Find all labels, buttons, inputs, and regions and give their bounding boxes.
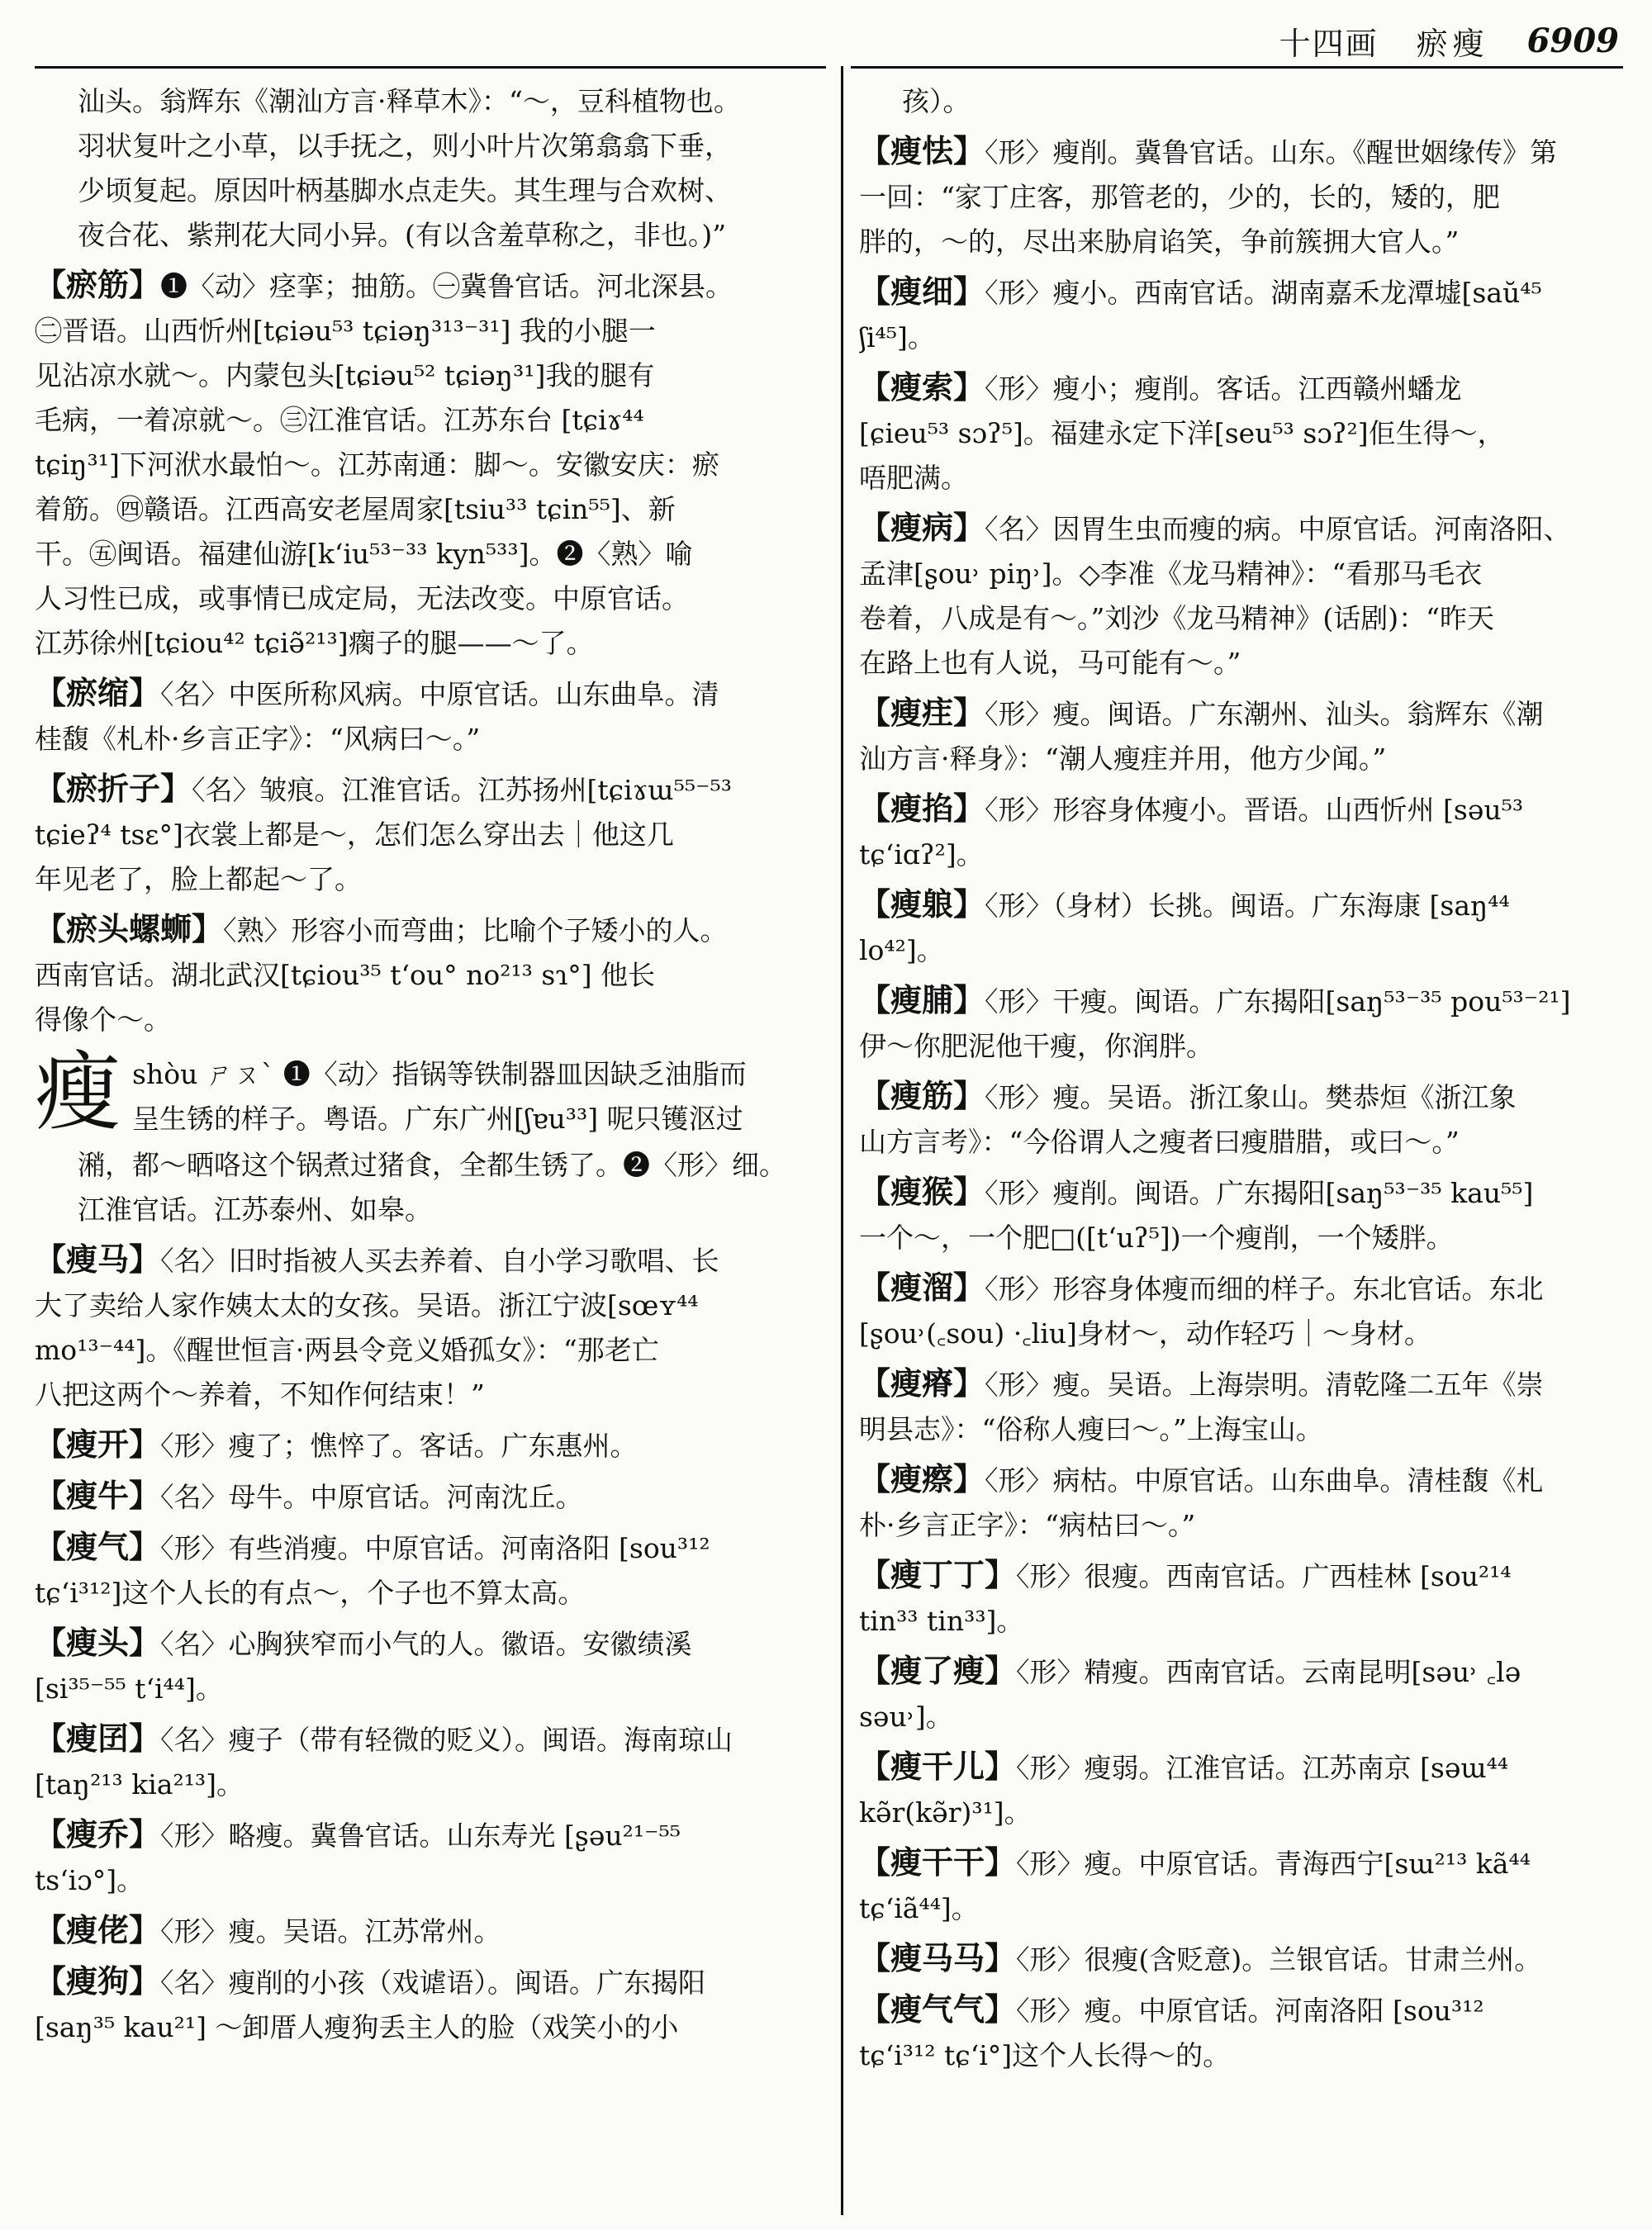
entry-text: 〈形〉有些消瘦。中原官话。河南洛阳 [sou³¹² (160, 1532, 710, 1564)
entry-text: səu˒]。 (859, 1701, 953, 1733)
entry-text: 江苏徐州[tɕiou⁴² tɕiə̃²¹³]瘸子的腿——～了。 (35, 627, 594, 659)
entry-text: tɕʻiɑʔ²]。 (859, 838, 984, 871)
entry-text: [ɕieu⁵³ sɔʔ⁵]。福建永定下洋[seu⁵³ sɔʔ²]佢生得～， (859, 417, 1505, 449)
entry-headword: 【瘦头】 (35, 1624, 161, 1661)
entry-text: 得像个～。 (35, 1004, 171, 1036)
entry-text: 〈形〉病枯。中原官话。山东曲阜。清桂馥《札 (985, 1464, 1544, 1497)
entry-headword: 【瘦索】 (859, 368, 985, 406)
entry-text: 〈形〉精瘦。西南官话。云南昆明[səu˒ ꜀lə (1016, 1656, 1521, 1688)
entry-headword: 【瘦猴】 (859, 1173, 985, 1210)
entry-text: 汕方言·释身》：“潮人瘦疰并用，他方少闻。” (859, 743, 1387, 775)
entry-headword: 【瘦病】 (859, 509, 985, 546)
dictionary-entry (859, 1074, 1623, 1165)
entry-headword: 【瘦干儿】 (859, 1748, 1017, 1785)
entry-text: tɕiŋ³¹]下河洑水最怕～。江苏南通：脚～。安徽安庆：瘀 (35, 448, 719, 481)
entry-text: tɕieʔ⁴ tsɛ°]衣裳上都是～，怎们怎么穿出去｜他这几 (35, 818, 674, 851)
entry-text: 〈形〉略瘦。冀鲁官话。山东寿光 [ʂəu²¹⁻⁵⁵ (160, 1820, 681, 1852)
entry-headword: 【瘦气】 (35, 1528, 161, 1565)
entry-text: tsʻiɔ°]。 (35, 1864, 145, 1896)
entry-headword: 【瘦瘠】 (859, 1364, 985, 1402)
entry-headword: 【瘦佬】 (35, 1911, 161, 1948)
entry-text: 唔肥满。 (859, 462, 968, 494)
entry-text: 〈形〉瘦。闽语。广东潮州、汕头。翁辉东《潮 (985, 698, 1544, 730)
dictionary-entry (859, 1936, 1623, 1982)
entry-text: ʃi⁴⁵]。 (859, 321, 935, 353)
dictionary-entry (859, 1457, 1623, 1548)
main-character-definition (132, 1047, 826, 1141)
entry-text: mo¹³⁻⁴⁴]。《醒世恒言·两县令竞义婚孤女》：“那老亡 (35, 1334, 659, 1366)
entry-headword: 【瘦瘵】 (859, 1460, 985, 1497)
continued-text (35, 79, 826, 258)
entry-headword: 【瘦疰】 (859, 694, 985, 731)
entry-headword: 【瘦溜】 (859, 1269, 985, 1306)
entry-text: 胖的，～的，尽出来胁肩谄笑，争前簇拥大官人。” (859, 225, 1460, 258)
entry-text: 〈名〉心胸狭窄而小气的人。徽语。安徽绩溪 (160, 1628, 692, 1660)
entry-text: shòu ㄕㄡˋ ❶〈动〉指锅等铁制器皿因缺乏油脂而 (132, 1058, 747, 1090)
entry-text: 桂馥《札朴·乡言正字》：“风病曰～。” (35, 723, 481, 755)
entry-text: [ʂou˒(꜀sou) ·꜀liu]身材～，动作轻巧｜～身材。 (859, 1317, 1431, 1350)
dictionary-entry (859, 1265, 1623, 1356)
dictionary-entry (859, 978, 1623, 1069)
text-line: 羽状复叶之小草，以手抚之，则小叶片次第翕翕下垂， (78, 130, 732, 162)
entry-text: 明县志》：“俗称人瘦曰～。”上海宝山。 (859, 1413, 1323, 1445)
entry-text: [taŋ²¹³ kia²¹³]。 (35, 1768, 244, 1801)
entry-text: 〈形〉形容身体瘦小。晋语。山西忻州 [səu⁵³ (985, 794, 1524, 826)
dictionary-entry (859, 1987, 1623, 2078)
entry-headword: 【瘦脯】 (859, 981, 985, 1018)
dictionary-entry (859, 1649, 1623, 1739)
column-divider (841, 66, 843, 2215)
entry-text: 〈形〉很瘦(含贬意)。兰银官话。甘肃兰州。 (1016, 1943, 1542, 1976)
entry-text: 〈名〉母牛。中原官话。河南沈丘。 (160, 1481, 583, 1513)
entry-text: 干。㊄闽语。福建仙游[kʻiu⁵³⁻³³ kyn⁵³³]。❷〈熟〉喻 (35, 538, 693, 570)
entry-text: 大了卖给人家作姨太太的女孩。吴语。浙江宁波[sœʏ⁴⁴ (35, 1289, 699, 1321)
left-header-rule (35, 66, 826, 69)
entry-text: tɕʻiã⁴⁴]。 (859, 1892, 979, 1924)
entry-text: 〈名〉因胃生虫而瘦的病。中原官话。河南洛阳、 (985, 513, 1571, 545)
dictionary-entry (859, 505, 1623, 686)
entry-text: 〈名〉瘦削的小孩（戏谑语）。闽语。广东揭阳 (160, 1967, 706, 1999)
entry-text: 〈名〉瘦子（带有轻微的贬义）。闽语。海南琼山 (160, 1724, 733, 1756)
entry-text: 〈形〉（身材）长挑。闽语。广东海康 [saŋ⁴⁴ (985, 890, 1510, 922)
dictionary-entry (859, 1744, 1623, 1835)
entry-text: 年见老了，脸上都起～了。 (35, 863, 362, 895)
entry-text: 江淮官话。江苏泰州、如皋。 (78, 1193, 432, 1226)
entry-headword: 【瘦怯】 (859, 132, 985, 169)
entry-text: 〈形〉瘦弱。江淮官话。江苏南京 [səɯ⁴⁴ (1016, 1752, 1509, 1784)
text-line: 汕头。翁辉东《潮汕方言·释草木》：“～，豆科植物也。 (78, 85, 741, 117)
dictionary-entry (35, 1422, 826, 1468)
entry-text: 孟津[ʂou˒ piŋ˒]。◇李准《龙马精神》：“看那马毛衣 (859, 558, 1483, 590)
dictionary-entry (859, 1170, 1623, 1260)
entry-text: 见沾凉水就～。内蒙包头[tɕiəu⁵² tɕiəŋ³¹]我的腿有 (35, 359, 655, 391)
text-line: 少顷复起。原因叶柄基脚水点走失。其生理与合欢树、 (78, 174, 732, 206)
dictionary-entry (35, 1908, 826, 1954)
entry-headword: 【瘦了瘦】 (859, 1652, 1017, 1689)
dictionary-entry (35, 1473, 826, 1520)
entry-text: [si³⁵⁻⁵⁵ tʻi⁴⁴]。 (35, 1672, 223, 1705)
entry-text: 〈熟〉形容小而弯曲；比喻个子矮小的人。 (223, 914, 728, 947)
entry-headword: 【瘦囝】 (35, 1720, 161, 1757)
section-label: 十四画 (1279, 25, 1379, 62)
dictionary-entry (859, 690, 1623, 781)
entry-headword: 【瘀折子】 (35, 770, 192, 807)
entry-text: tɕʻi³¹²]这个人长的有点～，个子也不算太高。 (35, 1577, 586, 1609)
entry-text: 〈形〉瘦。吴语。上海崇明。清乾隆二五年《崇 (985, 1369, 1544, 1401)
entry-text: 一个～，一个肥□([tʻuʔ⁵])一个瘦削，一个矮胖。 (859, 1222, 1454, 1254)
entry-text: 一回：“家丁庄客，那管老的，少的，长的，矮的，肥 (859, 181, 1500, 213)
dictionary-entry (35, 1525, 826, 1616)
entry-headword: 【瘦丁丁】 (859, 1556, 1017, 1593)
entry-text: kə̃r(kə̃r)³¹]。 (859, 1796, 1032, 1829)
entry-text: 〈名〉皱痕。江淮官话。江苏扬州[tɕiɤɯ⁵⁵⁻⁵³ (192, 774, 732, 806)
dictionary-entry (859, 1361, 1623, 1452)
dictionary-entry (35, 1716, 826, 1807)
entry-headword: 【瘦气气】 (859, 1990, 1017, 2028)
dictionary-entry (35, 1620, 826, 1711)
entry-text: [saŋ³⁵ kau²¹] ～卸厝人瘦狗丢主人的脸（戏笑小的小 (35, 2011, 679, 2043)
entry-headword: 【瘦掐】 (859, 790, 985, 827)
entry-headword: 【瘦马马】 (859, 1939, 1017, 1976)
entry-headword: 【瘦躴】 (859, 885, 985, 923)
entry-headword: 【瘦开】 (35, 1426, 161, 1463)
entry-headword: 【瘦牛】 (35, 1477, 161, 1514)
entry-text: 毛病，一着凉就～。㊂江淮官话。江苏东台 [tɕiɤ⁴⁴ (35, 404, 644, 436)
main-character: 瘦 (35, 1041, 121, 1142)
text-line: 夜合花、紫荆花大同小异。(有以含羞草称之，非也。)” (78, 219, 727, 251)
entry-text: 〈形〉瘦。中原官话。青海西宁[sɯ²¹³ kã⁴⁴ (1016, 1848, 1531, 1880)
entry-text: 人习性已成，或事情已成定局，无法改变。中原官话。 (35, 582, 689, 614)
entry-headword: 【瘦细】 (859, 273, 985, 310)
entry-text: 〈形〉瘦削。闽语。广东揭阳[saŋ⁵³⁻³⁵ kau⁵⁵] (985, 1177, 1534, 1209)
entry-text: 〈形〉干瘦。闽语。广东揭阳[saŋ⁵³⁻³⁵ pou⁵³⁻²¹] (985, 985, 1571, 1018)
entry-text: 〈名〉旧时指被人买去养着、自小学习歌唱、长 (160, 1245, 719, 1277)
entry-text: tin³³ tin³³]。 (859, 1605, 1024, 1637)
main-character-continued (35, 1143, 826, 1232)
entry-headword: 【瘀缩】 (35, 674, 161, 711)
entry-text: lo⁴²]。 (859, 934, 944, 966)
page-header (855, 17, 1619, 64)
entry-headword: 【瘦筋】 (859, 1077, 985, 1114)
dictionary-entry (35, 263, 826, 666)
dictionary-entry (859, 269, 1623, 360)
dictionary-entry (35, 1812, 826, 1903)
entry-text: 伊～你肥泥他干瘦，你润胖。 (859, 1030, 1213, 1062)
entry-text: ㊁晋语。山西忻州[tɕiəu⁵³ tɕiəŋ³¹³⁻³¹] 我的小腿一 (35, 315, 656, 347)
main-character-entry (35, 1041, 826, 1142)
dictionary-entry (859, 1840, 1623, 1931)
dictionary-entry (859, 129, 1623, 264)
entry-text: 〈形〉很瘦。西南官话。广西桂林 [sou²¹⁴ (1016, 1560, 1512, 1592)
header-chars: 瘀瘦 (1416, 25, 1489, 62)
entry-text: 〈形〉瘦小。西南官话。湖南嘉禾龙潭墟[saŭ⁴⁵ (985, 277, 1542, 309)
right-header-rule (851, 66, 1623, 69)
entry-text: tɕʻi³¹² tɕʻi°]这个人长得～的。 (859, 2039, 1231, 2071)
entry-headword: 【瘦狗】 (35, 1962, 161, 2000)
dictionary-entry (859, 365, 1623, 501)
entry-text: 〈形〉形容身体瘦而细的样子。东北官话。东北 (985, 1273, 1544, 1305)
entry-text: 八把这两个～养着，不知作何结束！” (35, 1378, 485, 1411)
entry-text: 卷着，八成是有～。”刘沙《龙马精神》(话剧)：“昨天 (859, 602, 1494, 634)
entry-headword: 【瘦干干】 (859, 1843, 1017, 1881)
entry-headword: 【瘦马】 (35, 1241, 161, 1278)
dictionary-entry (35, 766, 826, 902)
entry-text: 在路上也有人说，马可能有～。” (859, 647, 1241, 679)
right-column (859, 79, 1623, 2213)
entry-headword: 【瘀筋】 (35, 266, 161, 303)
entry-text: ❶〈动〉痉挛；抽筋。㊀冀鲁官话。河北深县。 (160, 270, 733, 302)
entry-text: 呈生锈的样子。粤语。广东广州[ʃɐu³³] 呢只镬沤过 (132, 1103, 743, 1135)
entry-text: 〈形〉瘦。吴语。江苏常州。 (160, 1915, 501, 1948)
entry-headword: 【瘦乔】 (35, 1815, 161, 1853)
entry-text: 朴·乡言正字》：“病枯曰～。” (859, 1509, 1196, 1541)
entry-text: 潲，都～晒咯这个锅煮过猪食，全都生锈了。❷〈形〉细。 (78, 1149, 786, 1181)
entry-text: 西南官话。湖北武汉[tɕiou³⁵ tʻou° no²¹³ sɿ°] 他长 (35, 959, 656, 991)
entry-text: 〈名〉中医所称风病。中原官话。山东曲阜。清 (160, 678, 719, 710)
entry-text: 着筋。㊃赣语。江西高安老屋周家[tsiu³³ tɕin⁵⁵]、新 (35, 493, 676, 525)
entry-headword: 【瘀头螺蛳】 (35, 910, 224, 947)
dictionary-entry (859, 786, 1623, 877)
entry-text: 〈形〉瘦了；憔悴了。客话。广东惠州。 (160, 1430, 638, 1462)
dictionary-entry (35, 1237, 826, 1417)
entry-text: 山方言考》：“今俗谓人之瘦者曰瘦腊腊，或曰～。” (859, 1126, 1460, 1158)
entry-text: 〈形〉瘦削。冀鲁官话。山东。《醒世姻缘传》第 (985, 136, 1558, 168)
left-column (35, 79, 826, 2213)
entry-text: 〈形〉瘦。吴语。浙江象山。樊恭烜《浙江象 (985, 1081, 1517, 1113)
continued-text: 孩）。 (902, 85, 971, 117)
page-number: 6909 (1526, 21, 1619, 60)
entry-text: 〈形〉瘦小；瘦削。客话。江西赣州蟠龙 (985, 372, 1462, 405)
dictionary-entry (35, 907, 826, 1042)
entry-text: 〈形〉瘦。中原官话。河南洛阳 [sou³¹² (1016, 1995, 1484, 2027)
dictionary-entry (35, 1959, 826, 2050)
dictionary-entry (35, 671, 826, 762)
dictionary-entry (859, 1553, 1623, 1644)
dictionary-entry (859, 882, 1623, 973)
